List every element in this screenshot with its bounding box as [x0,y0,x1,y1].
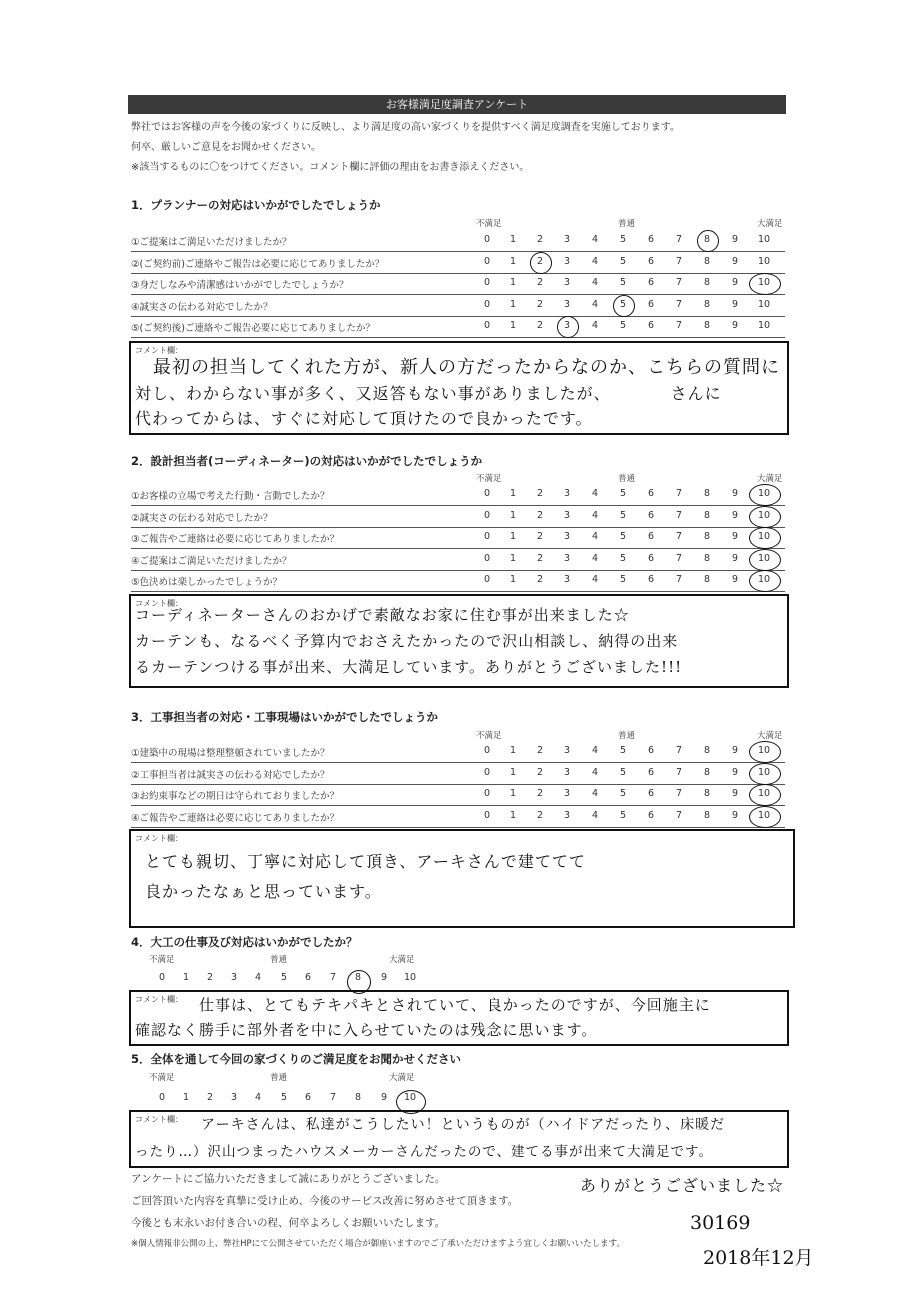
section-5-comment-box [129,1110,789,1168]
rating-option-3[interactable]: 3 [563,277,571,288]
rating-option-0[interactable]: 0 [483,320,491,331]
rating-option-2[interactable]: 2 [536,745,544,756]
question-row [131,317,785,338]
rating-option-6[interactable]: 6 [647,766,655,778]
footer-line-2: ご回答頂いた内容を真摯に受け止め、今後のサービス改善に努めさせて頂きます。 [131,1195,519,1207]
rating-option-8[interactable]: 8 [703,320,711,331]
rating-option-3[interactable]: 3 [230,972,238,983]
rating-option-2[interactable]: 2 [536,509,544,521]
rating-option-10[interactable]: 10 [757,552,771,564]
rating-option-1[interactable]: 1 [509,488,517,499]
rating-option-9[interactable]: 9 [731,788,739,799]
rating-option-9[interactable]: 9 [731,509,739,521]
rating-option-7[interactable]: 7 [675,531,683,542]
rating-option-5[interactable]: 5 [619,320,627,331]
rating-option-4[interactable]: 4 [591,788,599,799]
rating-option-5[interactable]: 5 [619,745,627,756]
rating-option-10[interactable]: 10 [757,788,771,799]
rating-option-0[interactable]: 0 [483,298,491,310]
rating-option-10[interactable]: 10 [757,255,771,267]
rating-option-1[interactable]: 1 [509,531,517,542]
rating-option-8[interactable]: 8 [354,1092,362,1103]
section-3-title: 3．工事担当者の対応・工事現場はいかがでしたでしょうか [131,710,438,724]
rating-option-4[interactable]: 4 [591,552,599,564]
rating-option-2[interactable]: 2 [536,766,544,778]
rating-option-1[interactable]: 1 [509,234,517,245]
selected-rating-circle [749,549,781,571]
rating-option-3[interactable]: 3 [563,531,571,542]
rating-option-1[interactable]: 1 [509,255,517,267]
comment-label: コメント欄： [135,834,183,843]
rating-option-3[interactable]: 3 [563,574,571,585]
question-text: ④ご報告やご連絡は必要に応じてありましたか？ [131,812,340,824]
rating-option-7[interactable]: 7 [675,809,683,821]
rating-option-9[interactable]: 9 [731,809,739,821]
comment-label: コメント欄： [135,346,183,355]
rating-option-6[interactable]: 6 [647,234,655,245]
section-1-title: 1．プランナーの対応はいかがでしたでしょうか [131,198,381,212]
selected-rating-circle [749,484,781,506]
rating-option-10[interactable]: 10 [757,488,771,499]
rating-option-4[interactable]: 4 [591,745,599,756]
rating-option-3[interactable]: 3 [563,766,571,778]
rating-option-9[interactable]: 9 [731,277,739,288]
question-row [131,785,785,806]
selected-rating-circle [749,784,781,806]
rating-option-1[interactable]: 1 [509,552,517,564]
rating-option-7[interactable]: 7 [675,488,683,499]
section-5-title: 5．全体を通して今回の家づくりのご満足度をお聞かせください [131,1052,461,1066]
rating-option-5[interactable]: 5 [619,488,627,499]
rating-option-6[interactable]: 6 [647,298,655,310]
rating-option-5[interactable]: 5 [619,574,627,585]
selected-rating-circle [697,230,719,252]
comment-label: コメント欄： [135,1115,183,1124]
rating-option-0[interactable]: 0 [483,809,491,821]
privacy-note: ※個人情報非公開の上、弊社HPにて公開させていただく場合が御座いますのでご了承いただけますよう宜しくお願いいたします。 [131,1239,625,1249]
rating-option-5[interactable]: 5 [280,1092,288,1103]
rating-option-4[interactable]: 4 [591,809,599,821]
section-1-comment-line: 対し、わからない事が多く、又返答もない事がありましたが、 さんに [135,384,722,403]
rating-option-5[interactable]: 5 [619,766,627,778]
rating-option-0[interactable]: 0 [483,552,491,564]
rating-option-9[interactable]: 9 [731,766,739,778]
rating-option-4[interactable]: 4 [591,234,599,245]
rating-option-5[interactable]: 5 [619,809,627,821]
scale-mid-label: 普通 [618,219,636,229]
rating-option-8[interactable]: 8 [703,234,711,245]
rating-option-9[interactable]: 9 [731,574,739,585]
rating-option-5[interactable]: 5 [619,509,627,521]
section-2-comment-line: るカーテンつける事が出来、大満足しています。ありがとうございました!!! [135,658,683,676]
scale-mid-label: 普通 [618,731,636,741]
section-1-comment-line: 代わってからは、すぐに対応して頂けたので良かったです。 [135,409,593,428]
survey-date: 2018年12月 [703,1247,814,1269]
rating-option-9[interactable]: 9 [380,1092,388,1103]
rating-option-9[interactable]: 9 [731,552,739,564]
rating-option-4[interactable]: 4 [591,277,599,288]
rating-option-3[interactable]: 3 [563,809,571,821]
rating-option-2[interactable]: 2 [536,809,544,821]
survey-id-number: 30169 [690,1212,751,1234]
selected-rating-circle [749,570,781,592]
rating-option-8[interactable]: 8 [703,255,711,267]
scale-mid-label: 普通 [618,474,636,484]
rating-option-1[interactable]: 1 [509,509,517,521]
rating-option-6[interactable]: 6 [647,809,655,821]
scale-mid-label: 普通 [270,955,288,965]
rating-option-4[interactable]: 4 [591,766,599,778]
rating-option-1[interactable]: 1 [509,574,517,585]
rating-option-5[interactable]: 5 [619,277,627,288]
rating-option-3[interactable]: 3 [563,488,571,499]
section-5-comment-line: アーキさんは、私達がこうしたい！というものが（ハイドアだったり、床暖だ [201,1117,726,1133]
rating-option-1[interactable]: 1 [509,809,517,821]
selected-rating-circle [749,806,781,828]
intro-line-3: ※該当するものに〇をつけてください。コメント欄に評価の理由をお書き添えください。 [131,162,530,173]
rating-option-5[interactable]: 5 [619,552,627,564]
section-5-comment-line: ったり…）沢山つまったハウスメーカーさんだったので、建てる事が出来て大満足です。 [135,1144,713,1160]
selected-rating-circle [749,273,781,295]
scale-low-label: 不満足 [476,731,502,741]
rating-option-9[interactable]: 9 [731,488,739,499]
rating-option-6[interactable]: 6 [647,788,655,799]
rating-option-10[interactable]: 10 [403,972,417,983]
selected-rating-circle [749,763,781,785]
rating-option-0[interactable]: 0 [483,788,491,799]
rating-option-6[interactable]: 6 [647,552,655,564]
section-2-title: 2．設計担当者(コーディネーター)の対応はいかがでしたでしょうか [131,454,483,468]
rating-option-4[interactable]: 4 [591,574,599,585]
rating-option-10[interactable]: 10 [757,320,771,331]
rating-option-5[interactable]: 5 [619,531,627,542]
section-2-comment-line: コーディネーターさんのおかげで素敵なお家に住む事が出来ました☆ [135,606,630,624]
rating-option-7[interactable]: 7 [329,1092,337,1103]
question-row [131,231,785,252]
rating-option-3[interactable]: 3 [563,509,571,521]
footer-line-1: アンケートにご協力いただきまして誠にありがとうございました。 [131,1173,446,1185]
rating-option-2[interactable]: 2 [536,531,544,542]
rating-option-4[interactable]: 4 [591,320,599,331]
rating-option-9[interactable]: 9 [731,745,739,756]
rating-option-1[interactable]: 1 [509,277,517,288]
rating-option-8[interactable]: 8 [703,809,711,821]
rating-option-5[interactable]: 5 [619,234,627,245]
rating-option-10[interactable]: 10 [757,234,771,245]
question-row [131,550,785,571]
rating-option-7[interactable]: 7 [675,788,683,799]
rating-option-5[interactable]: 5 [619,788,627,799]
handwritten-thanks: ありがとうございました☆ [580,1176,785,1195]
scale-high-label: 大満足 [757,474,783,484]
rating-option-6[interactable]: 6 [647,488,655,499]
rating-option-3[interactable]: 3 [563,788,571,799]
question-text: ①ご提案はご満足いただけましたか？ [131,237,292,248]
rating-option-10[interactable]: 10 [757,809,771,821]
scale-low-label: 不満足 [149,955,175,965]
rating-option-7[interactable]: 7 [675,277,683,288]
rating-option-0[interactable]: 0 [483,234,491,245]
rating-option-10[interactable]: 10 [757,766,771,778]
rating-option-3[interactable]: 3 [563,234,571,245]
rating-option-6[interactable]: 6 [304,1092,312,1103]
scale-mid-label: 普通 [270,1073,288,1083]
rating-option-4[interactable]: 4 [591,488,599,499]
rating-option-7[interactable]: 7 [675,234,683,245]
rating-option-7[interactable]: 7 [675,320,683,331]
scale-high-label: 大満足 [757,731,783,741]
rating-option-8[interactable]: 8 [703,552,711,564]
question-row [131,507,785,528]
rating-option-10[interactable]: 10 [757,574,771,585]
question-text: ②(ご契約前)ご連絡やご報告は必要に応じてありましたか？ [131,258,385,270]
rating-option-6[interactable]: 6 [647,255,655,267]
section-3-comment-box [129,829,795,928]
rating-option-7[interactable]: 7 [675,766,683,778]
question-text: ④誠実さの伝わる対応でしたか？ [131,301,273,313]
rating-option-2[interactable]: 2 [536,574,544,585]
section-2-comment-box [129,594,789,688]
rating-option-10[interactable]: 10 [757,298,771,310]
section-1-comment-line: 最初の担当してくれた方が、新人の方だったからなのか、こちらの質問に [153,357,780,378]
rating-option-10[interactable]: 10 [403,1092,417,1103]
section-3-comment-line: とても親切、丁寧に対応して頂き、アーキさんで建ててて [145,852,586,871]
rating-option-10[interactable]: 10 [757,531,771,542]
rating-option-10[interactable]: 10 [757,509,771,521]
rating-option-6[interactable]: 6 [647,531,655,542]
rating-option-3[interactable]: 3 [563,552,571,564]
question-text: ⑤(ご契約後)ご連絡やご報告必要に応じてありましたか？ [131,323,375,334]
question-row [131,253,785,274]
section-3-comment-line: 良かったなぁと思っています。 [145,882,382,901]
scale-high-label: 大満足 [757,219,783,229]
rating-option-0[interactable]: 0 [483,509,491,521]
rating-option-8[interactable]: 8 [703,509,711,521]
question-row [131,274,785,295]
question-text: ③身だしなみや清潔感はいかがでしたでしょうか？ [131,280,349,291]
rating-option-2[interactable]: 2 [536,552,544,564]
rating-option-0[interactable]: 0 [483,745,491,756]
rating-option-0[interactable]: 0 [483,255,491,267]
scale-high-label: 大満足 [389,955,415,965]
intro-line-1: 弊社ではお客様の声を今後の家づくりに反映し、より満足度の高い家づくりを提供すべく満足度調査を実施しております。 [131,122,680,133]
question-text: ③お約束事などの期日は守られておりましたか？ [131,791,340,802]
question-text: ⑤色決めは楽しかったでしょうか？ [131,577,283,588]
rating-option-4[interactable]: 4 [591,298,599,310]
rating-option-2[interactable]: 2 [536,320,544,331]
rating-option-4[interactable]: 4 [254,1092,262,1103]
rating-option-6[interactable]: 6 [647,277,655,288]
rating-option-7[interactable]: 7 [675,255,683,267]
question-row [131,485,785,506]
question-row [131,571,785,592]
scale-low-label: 不満足 [476,219,502,229]
rating-option-2[interactable]: 2 [206,1092,214,1103]
section-4-comment-line: 確認なく勝手に部外者を中に入らせていたのは残念に思います。 [135,1021,598,1039]
rating-option-3[interactable]: 3 [563,255,571,267]
rating-option-3[interactable]: 3 [563,320,571,331]
question-text: ①建築中の現場は整理整頓されていましたか？ [131,748,330,759]
rating-option-1[interactable]: 1 [182,1092,190,1103]
rating-option-0[interactable]: 0 [158,972,166,983]
scale-high-label: 大満足 [389,1073,415,1083]
rating-option-8[interactable]: 8 [703,788,711,799]
rating-option-9[interactable]: 9 [731,255,739,267]
selected-rating-circle [530,252,552,274]
rating-option-1[interactable]: 1 [509,766,517,778]
selected-rating-circle [749,741,781,763]
rating-option-6[interactable]: 6 [647,320,655,331]
rating-option-5[interactable]: 5 [619,298,627,310]
rating-option-8[interactable]: 8 [703,298,711,310]
section-4-title: 4．大工の仕事及び対応はいかがでしたか？ [131,935,358,949]
section-2-comment-line: カーテンも、なるべく予算内でおさえたかったので沢山相談し、納得の出来 [135,632,679,650]
question-text: ①お客様の立場で考えた行動・言動でしたか？ [131,491,330,502]
rating-option-0[interactable]: 0 [158,1092,166,1103]
rating-option-8[interactable]: 8 [703,745,711,756]
rating-option-0[interactable]: 0 [483,574,491,585]
rating-option-2[interactable]: 2 [206,972,214,983]
scale-low-label: 不満足 [149,1073,175,1083]
question-text: ③ご報告やご連絡は必要に応じてありましたか？ [131,534,340,545]
rating-option-9[interactable]: 9 [731,298,739,310]
section-1-comment-box [129,341,789,435]
rating-option-5[interactable]: 5 [619,255,627,267]
question-text: ④ご提案はご満足いただけましたか？ [131,555,292,567]
rating-option-2[interactable]: 2 [536,298,544,310]
question-row [131,296,785,317]
section-4-comment-box [129,990,789,1046]
rating-option-7[interactable]: 7 [675,574,683,585]
rating-option-1[interactable]: 1 [182,972,190,983]
selected-rating-circle [557,316,579,338]
comment-label: コメント欄： [135,995,183,1004]
rating-option-8[interactable]: 8 [703,766,711,778]
rating-option-1[interactable]: 1 [509,788,517,799]
footer-line-3: 今後とも末永いお付き合いの程、何卒よろしくお願いいたします。 [131,1217,446,1229]
rating-option-8[interactable]: 8 [703,531,711,542]
rating-option-8[interactable]: 8 [703,574,711,585]
section-4-comment-line: 仕事は、とてもテキパキとされていて、良かったのですが、今回施主に [199,996,711,1014]
question-text: ②工事担当者は誠実さの伝わる対応でしたか？ [131,769,330,781]
rating-option-3[interactable]: 3 [230,1092,238,1103]
intro-line-2: 何卒、厳しいご意見をお聞かせください。 [131,142,321,153]
rating-option-7[interactable]: 7 [675,745,683,756]
rating-option-0[interactable]: 0 [483,766,491,778]
rating-option-3[interactable]: 3 [563,298,571,310]
rating-option-7[interactable]: 7 [675,552,683,564]
rating-option-7[interactable]: 7 [329,972,337,983]
rating-option-9[interactable]: 9 [731,320,739,331]
rating-option-8[interactable]: 8 [354,972,362,983]
rating-option-3[interactable]: 3 [563,745,571,756]
rating-option-9[interactable]: 9 [731,234,739,245]
question-text: ②誠実さの伝わる対応でしたか？ [131,512,273,524]
question-row [131,807,785,828]
selected-rating-circle [749,527,781,549]
rating-option-10[interactable]: 10 [757,277,771,288]
selected-rating-circle [749,506,781,528]
rating-option-0[interactable]: 0 [483,277,491,288]
rating-option-1[interactable]: 1 [509,745,517,756]
rating-option-8[interactable]: 8 [703,488,711,499]
rating-option-7[interactable]: 7 [675,298,683,310]
rating-option-10[interactable]: 10 [757,745,771,756]
rating-option-2[interactable]: 2 [536,488,544,499]
rating-option-6[interactable]: 6 [304,972,312,983]
rating-option-2[interactable]: 2 [536,788,544,799]
rating-option-6[interactable]: 6 [647,509,655,521]
rating-option-0[interactable]: 0 [483,488,491,499]
rating-option-0[interactable]: 0 [483,531,491,542]
comment-label: コメント欄： [135,599,183,608]
rating-option-8[interactable]: 8 [703,277,711,288]
selected-rating-circle [613,295,635,317]
rating-option-7[interactable]: 7 [675,509,683,521]
rating-option-6[interactable]: 6 [647,574,655,585]
rating-option-9[interactable]: 9 [731,531,739,542]
rating-option-4[interactable]: 4 [254,972,262,983]
question-row [131,528,785,549]
rating-option-9[interactable]: 9 [380,972,388,983]
question-row [131,764,785,785]
rating-option-6[interactable]: 6 [647,745,655,756]
rating-option-5[interactable]: 5 [280,972,288,983]
rating-option-2[interactable]: 2 [536,234,544,245]
rating-option-4[interactable]: 4 [591,255,599,267]
rating-option-2[interactable]: 2 [536,255,544,267]
rating-option-1[interactable]: 1 [509,320,517,331]
rating-option-1[interactable]: 1 [509,298,517,310]
rating-option-4[interactable]: 4 [591,509,599,521]
scale-low-label: 不満足 [476,474,502,484]
rating-option-4[interactable]: 4 [591,531,599,542]
survey-title: お客様満足度調査アンケート [128,95,786,114]
rating-option-2[interactable]: 2 [536,277,544,288]
question-row [131,742,785,763]
